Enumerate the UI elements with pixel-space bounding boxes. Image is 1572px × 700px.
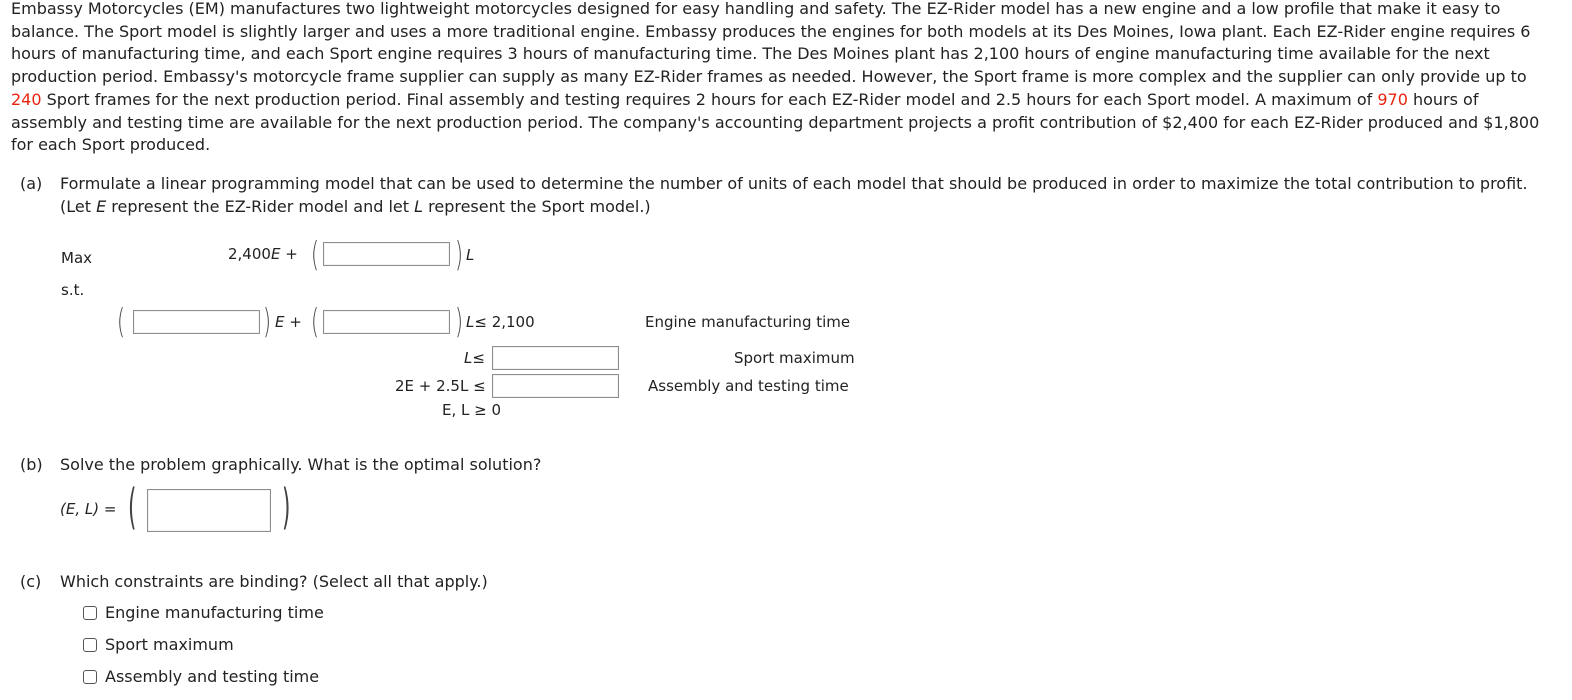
el-label: (E, L) =: [60, 500, 117, 518]
right-paren: ): [455, 302, 463, 342]
objective-l-coefficient-input[interactable]: [323, 242, 450, 266]
assembly-binding-checkbox[interactable]: [83, 670, 97, 684]
objective-e-term: 2,400E +: [228, 245, 298, 263]
sport-binding-label[interactable]: Sport maximum: [105, 635, 234, 654]
part-a-question: Formulate a linear programming model that can be used to determine the number of units of each model that should be produced in order to maximize the total contribution to profit.: [60, 174, 1528, 193]
problem-statement: [11, 0, 1559, 157]
engine-binding-checkbox[interactable]: [83, 606, 97, 620]
engine-constraint-name: Engine manufacturing time: [645, 313, 851, 331]
optimal-solution-input[interactable]: [147, 489, 271, 532]
nonnegativity: E, L ≥ 0: [442, 401, 502, 419]
part-a-letter: (a): [20, 174, 43, 193]
max-label: Max: [61, 249, 93, 267]
sport-maximum-input[interactable]: [492, 346, 619, 370]
sport-binding-checkbox[interactable]: [83, 638, 97, 652]
assembly-time-input[interactable]: [492, 374, 619, 398]
engine-l-coefficient-input[interactable]: [323, 310, 450, 334]
right-paren: ): [263, 302, 271, 342]
part-a-instruction: (Let E represent the EZ-Rider model and let L represent the Sport model.): [60, 197, 651, 216]
assembly-binding-label[interactable]: Assembly and testing time: [105, 667, 320, 686]
assembly-hours-value: 970: [1377, 89, 1408, 109]
part-b-letter: (b): [20, 455, 43, 474]
engine-rhs: L≤ 2,100: [466, 313, 535, 331]
right-paren: ): [455, 235, 463, 275]
problem-text-1: Embassy Motorcycles (EM) manufactures two lightweight motorcycles designed for easy handling and safety. The EZ-Rider model has a new engine and a low profile that make it easy to balance. The Sport model is slightly larger and uses a more traditional engine. Embassy produces the engines for both models at its Des Moines, Iowa plant. Each EZ-Rider engine requires 6 hours of manufacturing time, and each Sport engine requires 3 hours of manufacturing time. The Des Moines plant has 2,100 hours of engine manufacturing time available for the next production period. Embassy's motorcycle frame supplier can supply as many EZ-Rider frames as needed. However, the Sport frame is more complex and the supplier can only provide up to: [11, 0, 1531, 87]
left-paren: (: [311, 235, 319, 275]
sport-lhs: L≤: [464, 349, 485, 367]
assembly-constraint-name: Assembly and testing time: [648, 377, 849, 395]
left-paren: (: [117, 302, 125, 342]
objective-l-var: L: [466, 246, 475, 264]
engine-e-term: E +: [275, 313, 302, 331]
problem-text-2: Sport frames for the next production period. Final assembly and testing requires 2 hours for each EZ-Rider model and 2.5 hours for each Sport model. A maximum of: [41, 89, 1378, 109]
assembly-lhs: 2E + 2.5L ≤: [395, 377, 486, 395]
st-label: s.t.: [61, 281, 85, 299]
left-paren: (: [311, 302, 319, 342]
problem-text-3: hours of assembly and testing time are available for the next production period. The company's accounting department projects a profit contribution of $2,400 for each EZ-Rider produced and $1,800 for each Sport produced.: [11, 89, 1540, 155]
right-paren: ): [282, 479, 291, 535]
sport-constraint-name: Sport maximum: [734, 349, 855, 367]
sport-frames-value: 240: [11, 89, 42, 109]
engine-binding-label[interactable]: Engine manufacturing time: [105, 603, 324, 622]
part-c-question: Which constraints are binding? (Select all that apply.): [60, 572, 488, 591]
engine-e-coefficient-input[interactable]: [133, 310, 260, 334]
part-c-letter: (c): [20, 572, 42, 591]
part-b-question: Solve the problem graphically. What is the optimal solution?: [60, 455, 542, 474]
left-paren: (: [128, 479, 137, 535]
